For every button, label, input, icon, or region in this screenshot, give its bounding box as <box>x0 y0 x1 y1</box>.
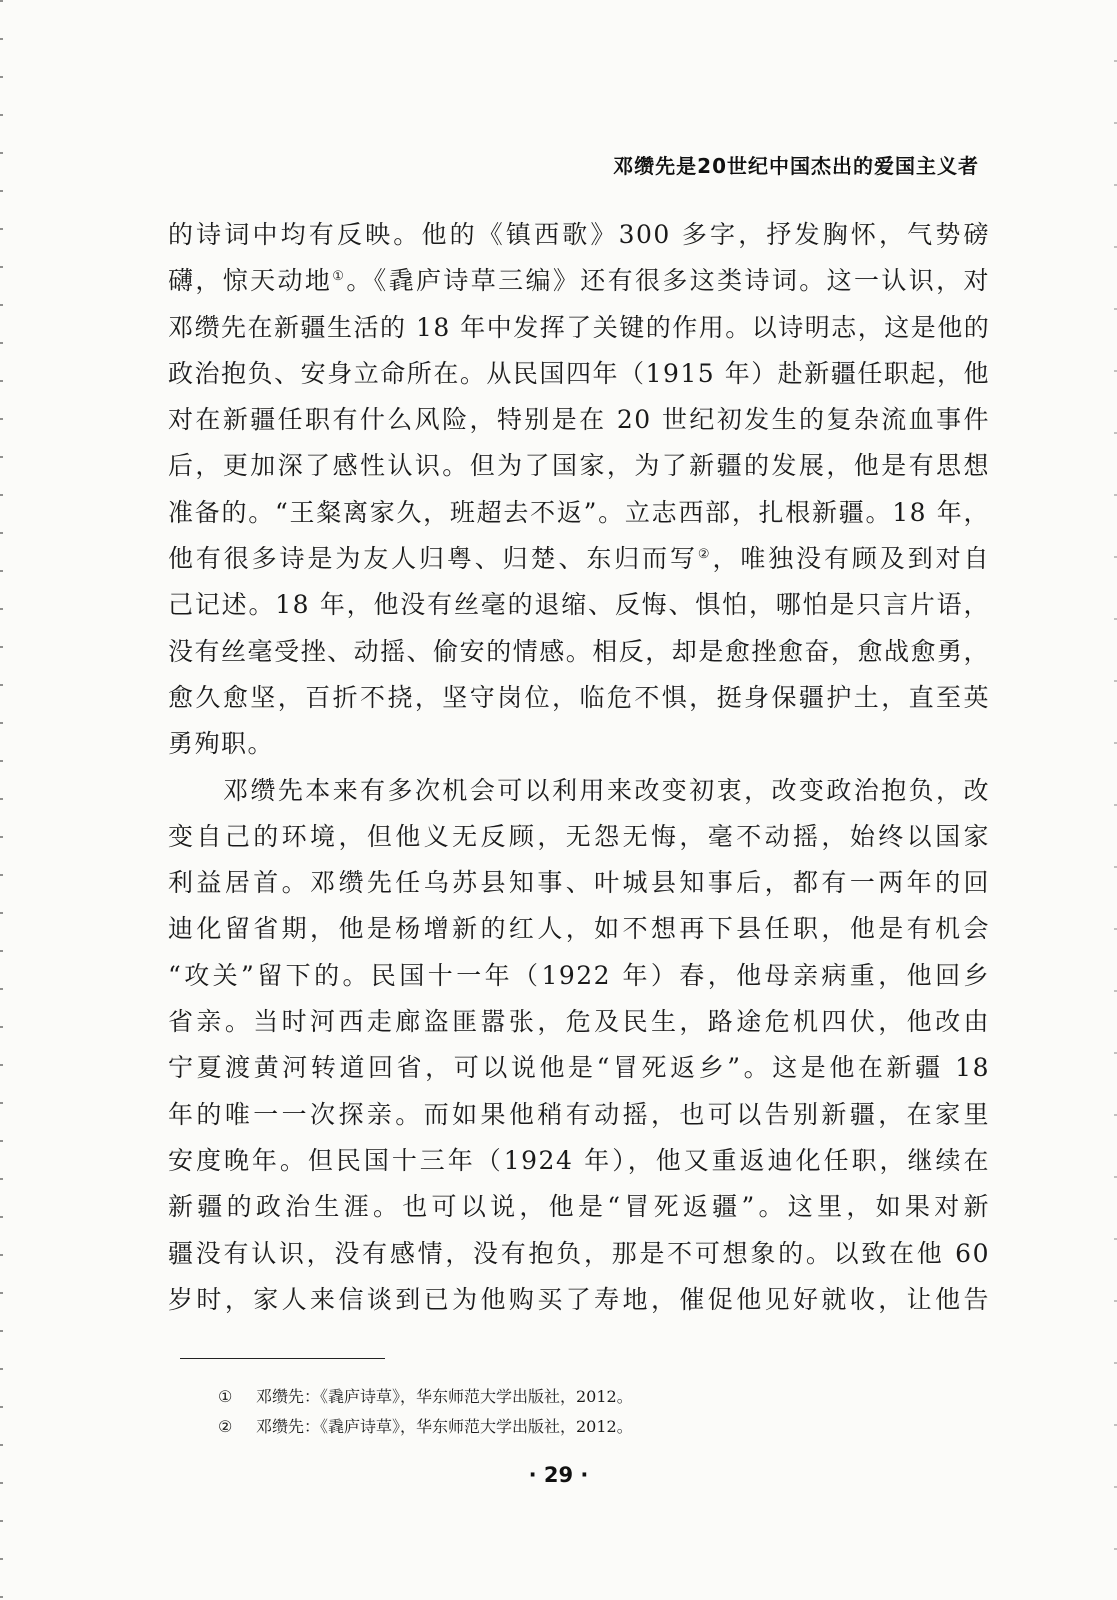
text-line: 疆没有认识，没有感情，没有抱负，那是不可想象的。以致在他 60 <box>168 1238 990 1268</box>
running-header: 邓缵先是20世纪中国杰出的爱国主义者 <box>613 154 979 178</box>
text-line: 岁时，家人来信谈到已为他购买了寿地，催促他见好就收，让他告 <box>168 1284 990 1314</box>
scan-edge-left <box>0 0 3 1600</box>
text-line: 后，更加深了感性认识。但为了国家，为了新疆的发展，他是有思想 <box>168 451 990 481</box>
page-number: · 29 · <box>528 1463 589 1487</box>
text-line: 安度晚年。但民国十三年（1924 年），他又重返迪化任职，继续在 <box>168 1145 990 1175</box>
text-line: 邓缵先在新疆生活的 18 年中发挥了关键的作用。以诗明志，这是他的 <box>168 312 991 342</box>
text-line: 宁夏渡黄河转道回省，可以说他是“冒死返乡”。这是他在新疆 18 <box>168 1053 990 1083</box>
text-line: 勇殉职。 <box>168 729 275 759</box>
footnote-item <box>218 1382 633 1412</box>
footnote-number: ① <box>218 1387 233 1406</box>
text-line: 年的唯一一次探亲。而如果他稍有动摇，也可以告别新疆，在家里 <box>168 1099 990 1129</box>
text-line: 愈久愈坚，百折不挠，坚守岗位，临危不惧，挺身保疆护土，直至英 <box>168 682 990 712</box>
footnote-ref[interactable]: ① <box>332 269 347 285</box>
text-line: 省亲。当时河西走廊盗匪嚣张，危及民生，路途危机四伏，他改由 <box>168 1007 990 1037</box>
text-line: 的诗词中均有反映。他的《镇西歌》300 多字，抒发胸怀，气势磅 <box>168 220 990 249</box>
text-line: 礴，惊天动地①。《毳庐诗草三编》还有很多这类诗词。这一认识，对 <box>168 266 990 296</box>
footnote-divider <box>180 1358 385 1359</box>
text-line: 对在新疆任职有什么风险，特别是在 20 世纪初发生的复杂流血事件 <box>168 405 990 435</box>
text-line: 己记述。18 年，他没有丝毫的退缩、反悔、惧怕，哪怕是只言片语， <box>168 590 990 620</box>
footnote-item <box>218 1412 633 1442</box>
text-line: 政治抱负、安身立命所在。从民国四年（1915 年）赴新疆任职起，他 <box>168 358 990 388</box>
text-line: 利益居首。邓缵先任乌苏县知事、叶城县知事后，都有一两年的回 <box>168 868 990 898</box>
footnote-text: 邓缵先：《毳庐诗草》，华东师范大学出版社，2012。 <box>256 1417 633 1436</box>
text-line: 迪化留省期，他是杨增新的红人，如不想再下县任职，他是有机会 <box>168 914 990 944</box>
text-line: 新疆的政治生涯。也可以说，他是“冒死返疆”。这里，如果对新 <box>168 1192 990 1222</box>
text-line: “攻关”留下的。民国十一年（1922 年）春，他母亲病重，他回乡 <box>168 960 990 990</box>
footnote-number: ② <box>218 1417 233 1436</box>
footnote-ref[interactable]: ② <box>697 547 713 563</box>
footnotes <box>218 1382 633 1442</box>
text-line: 变自己的环境，但他义无反顾，无怨无悔，毫不动摇，始终以国家 <box>168 821 990 851</box>
text-line: 他有很多诗是为友人归粤、归楚、东归而写②，唯独没有顾及到对自 <box>168 544 990 574</box>
footnote-text: 邓缵先：《毳庐诗草》，华东师范大学出版社，2012。 <box>256 1387 633 1406</box>
body-text <box>168 212 990 1323</box>
text-line: 准备的。“王粲离家久，班超去不返”。立志西部，扎根新疆。18 年， <box>168 497 990 527</box>
text-line: 没有丝毫受挫、动摇、偷安的情感。相反，却是愈挫愈奋，愈战愈勇， <box>168 636 990 666</box>
text-line: 邓缵先本来有多次机会可以利用来改变初衷，改变政治抱负，改 <box>223 775 990 805</box>
